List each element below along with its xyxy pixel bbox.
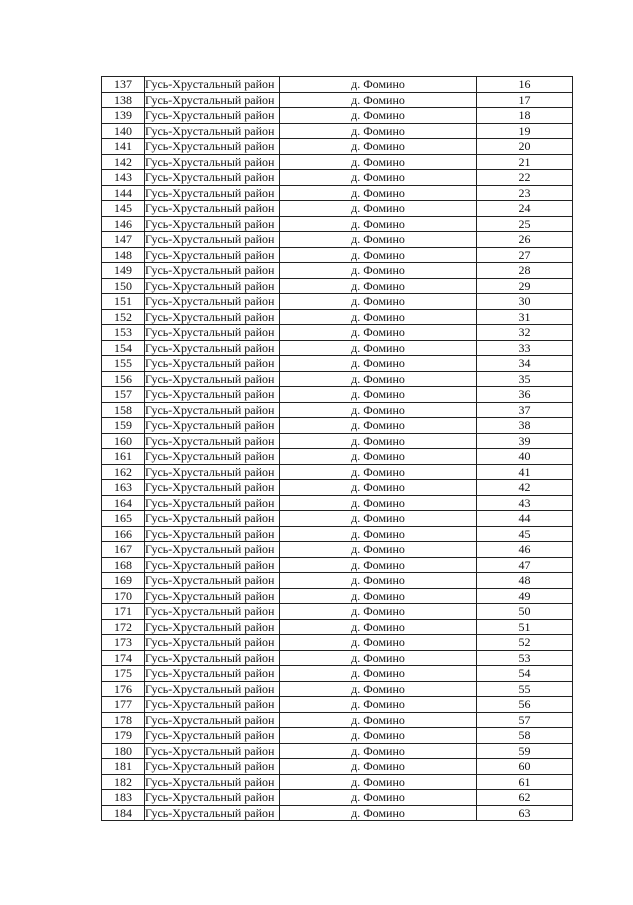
village-cell: д. Фомино bbox=[280, 573, 477, 589]
house-number-cell: 17 bbox=[477, 92, 573, 108]
village-cell: д. Фомино bbox=[280, 805, 477, 821]
row-number-cell: 148 bbox=[102, 247, 145, 263]
house-number-cell: 53 bbox=[477, 650, 573, 666]
district-cell: Гусь-Хрустальный район bbox=[145, 480, 280, 496]
house-number-cell: 57 bbox=[477, 712, 573, 728]
village-cell: д. Фомино bbox=[280, 309, 477, 325]
district-cell: Гусь-Хрустальный район bbox=[145, 604, 280, 620]
row-number-cell: 171 bbox=[102, 604, 145, 620]
house-number-cell: 37 bbox=[477, 402, 573, 418]
row-number-cell: 167 bbox=[102, 542, 145, 558]
house-number-cell: 24 bbox=[477, 201, 573, 217]
district-cell: Гусь-Хрустальный район bbox=[145, 263, 280, 279]
table-row bbox=[102, 108, 573, 124]
row-number-cell: 143 bbox=[102, 170, 145, 186]
house-number-cell: 30 bbox=[477, 294, 573, 310]
row-number-cell: 166 bbox=[102, 526, 145, 542]
district-cell: Гусь-Хрустальный район bbox=[145, 402, 280, 418]
house-number-cell: 40 bbox=[477, 449, 573, 465]
table-row bbox=[102, 557, 573, 573]
house-number-cell: 56 bbox=[477, 697, 573, 713]
table-row bbox=[102, 588, 573, 604]
village-cell: д. Фомино bbox=[280, 263, 477, 279]
table-row bbox=[102, 743, 573, 759]
district-cell: Гусь-Хрустальный район bbox=[145, 511, 280, 527]
table-row bbox=[102, 371, 573, 387]
village-cell: д. Фомино bbox=[280, 743, 477, 759]
house-number-cell: 33 bbox=[477, 340, 573, 356]
district-cell: Гусь-Хрустальный район bbox=[145, 495, 280, 511]
village-cell: д. Фомино bbox=[280, 123, 477, 139]
table-row bbox=[102, 92, 573, 108]
district-cell: Гусь-Хрустальный район bbox=[145, 278, 280, 294]
district-cell: Гусь-Хрустальный район bbox=[145, 325, 280, 341]
row-number-cell: 180 bbox=[102, 743, 145, 759]
district-cell: Гусь-Хрустальный район bbox=[145, 619, 280, 635]
district-cell: Гусь-Хрустальный район bbox=[145, 449, 280, 465]
district-cell: Гусь-Хрустальный район bbox=[145, 201, 280, 217]
district-cell: Гусь-Хрустальный район bbox=[145, 759, 280, 775]
house-number-cell: 29 bbox=[477, 278, 573, 294]
table-row bbox=[102, 449, 573, 465]
table-row bbox=[102, 418, 573, 434]
village-cell: д. Фомино bbox=[280, 92, 477, 108]
table-row bbox=[102, 495, 573, 511]
row-number-cell: 158 bbox=[102, 402, 145, 418]
house-number-cell: 44 bbox=[477, 511, 573, 527]
district-cell: Гусь-Хрустальный район bbox=[145, 309, 280, 325]
house-number-cell: 31 bbox=[477, 309, 573, 325]
table-row bbox=[102, 774, 573, 790]
district-cell: Гусь-Хрустальный район bbox=[145, 92, 280, 108]
village-cell: д. Фомино bbox=[280, 557, 477, 573]
village-cell: д. Фомино bbox=[280, 449, 477, 465]
table-row bbox=[102, 759, 573, 775]
house-number-cell: 50 bbox=[477, 604, 573, 620]
row-number-cell: 168 bbox=[102, 557, 145, 573]
row-number-cell: 154 bbox=[102, 340, 145, 356]
house-number-cell: 52 bbox=[477, 635, 573, 651]
district-cell: Гусь-Хрустальный район bbox=[145, 232, 280, 248]
row-number-cell: 163 bbox=[102, 480, 145, 496]
table-row bbox=[102, 278, 573, 294]
village-cell: д. Фомино bbox=[280, 495, 477, 511]
district-cell: Гусь-Хрустальный район bbox=[145, 573, 280, 589]
table-row bbox=[102, 433, 573, 449]
district-cell: Гусь-Хрустальный район bbox=[145, 557, 280, 573]
district-cell: Гусь-Хрустальный район bbox=[145, 774, 280, 790]
village-cell: д. Фомино bbox=[280, 356, 477, 372]
row-number-cell: 157 bbox=[102, 387, 145, 403]
row-number-cell: 140 bbox=[102, 123, 145, 139]
table-row bbox=[102, 650, 573, 666]
house-number-cell: 39 bbox=[477, 433, 573, 449]
village-cell: д. Фомино bbox=[280, 278, 477, 294]
table-row bbox=[102, 356, 573, 372]
row-number-cell: 156 bbox=[102, 371, 145, 387]
village-cell: д. Фомино bbox=[280, 526, 477, 542]
village-cell: д. Фомино bbox=[280, 387, 477, 403]
table-row bbox=[102, 170, 573, 186]
district-cell: Гусь-Хрустальный район bbox=[145, 77, 280, 93]
district-cell: Гусь-Хрустальный район bbox=[145, 588, 280, 604]
village-cell: д. Фомино bbox=[280, 681, 477, 697]
table-row bbox=[102, 712, 573, 728]
row-number-cell: 181 bbox=[102, 759, 145, 775]
village-cell: д. Фомино bbox=[280, 371, 477, 387]
row-number-cell: 152 bbox=[102, 309, 145, 325]
village-cell: д. Фомино bbox=[280, 433, 477, 449]
table-row bbox=[102, 511, 573, 527]
district-cell: Гусь-Хрустальный район bbox=[145, 681, 280, 697]
village-cell: д. Фомино bbox=[280, 728, 477, 744]
table-row bbox=[102, 139, 573, 155]
table-row bbox=[102, 294, 573, 310]
row-number-cell: 178 bbox=[102, 712, 145, 728]
house-number-cell: 49 bbox=[477, 588, 573, 604]
district-cell: Гусь-Хрустальный район bbox=[145, 340, 280, 356]
village-cell: д. Фомино bbox=[280, 712, 477, 728]
district-cell: Гусь-Хрустальный район bbox=[145, 154, 280, 170]
table-row bbox=[102, 604, 573, 620]
row-number-cell: 138 bbox=[102, 92, 145, 108]
row-number-cell: 174 bbox=[102, 650, 145, 666]
house-number-cell: 20 bbox=[477, 139, 573, 155]
table-row bbox=[102, 542, 573, 558]
house-number-cell: 61 bbox=[477, 774, 573, 790]
house-number-cell: 55 bbox=[477, 681, 573, 697]
village-cell: д. Фомино bbox=[280, 185, 477, 201]
district-cell: Гусь-Хрустальный район bbox=[145, 542, 280, 558]
row-number-cell: 175 bbox=[102, 666, 145, 682]
table-row bbox=[102, 387, 573, 403]
row-number-cell: 173 bbox=[102, 635, 145, 651]
row-number-cell: 160 bbox=[102, 433, 145, 449]
house-number-cell: 32 bbox=[477, 325, 573, 341]
house-number-cell: 22 bbox=[477, 170, 573, 186]
district-cell: Гусь-Хрустальный район bbox=[145, 666, 280, 682]
table-row bbox=[102, 666, 573, 682]
row-number-cell: 144 bbox=[102, 185, 145, 201]
table-row bbox=[102, 185, 573, 201]
table-row bbox=[102, 232, 573, 248]
table-row bbox=[102, 77, 573, 93]
row-number-cell: 151 bbox=[102, 294, 145, 310]
table-row bbox=[102, 697, 573, 713]
row-number-cell: 182 bbox=[102, 774, 145, 790]
table-row bbox=[102, 340, 573, 356]
row-number-cell: 161 bbox=[102, 449, 145, 465]
house-number-cell: 46 bbox=[477, 542, 573, 558]
district-cell: Гусь-Хрустальный район bbox=[145, 123, 280, 139]
house-number-cell: 19 bbox=[477, 123, 573, 139]
district-cell: Гусь-Хрустальный район bbox=[145, 216, 280, 232]
row-number-cell: 165 bbox=[102, 511, 145, 527]
village-cell: д. Фомино bbox=[280, 418, 477, 434]
district-cell: Гусь-Хрустальный район bbox=[145, 108, 280, 124]
house-number-cell: 36 bbox=[477, 387, 573, 403]
house-number-cell: 47 bbox=[477, 557, 573, 573]
district-cell: Гусь-Хрустальный район bbox=[145, 433, 280, 449]
table-row bbox=[102, 573, 573, 589]
village-cell: д. Фомино bbox=[280, 139, 477, 155]
village-cell: д. Фомино bbox=[280, 154, 477, 170]
row-number-cell: 155 bbox=[102, 356, 145, 372]
district-cell: Гусь-Хрустальный район bbox=[145, 185, 280, 201]
village-cell: д. Фомино bbox=[280, 542, 477, 558]
address-table bbox=[101, 76, 573, 821]
district-cell: Гусь-Хрустальный район bbox=[145, 371, 280, 387]
house-number-cell: 26 bbox=[477, 232, 573, 248]
district-cell: Гусь-Хрустальный район bbox=[145, 170, 280, 186]
house-number-cell: 59 bbox=[477, 743, 573, 759]
table-row bbox=[102, 263, 573, 279]
table-row bbox=[102, 526, 573, 542]
row-number-cell: 147 bbox=[102, 232, 145, 248]
house-number-cell: 16 bbox=[477, 77, 573, 93]
row-number-cell: 159 bbox=[102, 418, 145, 434]
village-cell: д. Фомино bbox=[280, 511, 477, 527]
district-cell: Гусь-Хрустальный район bbox=[145, 139, 280, 155]
village-cell: д. Фомино bbox=[280, 697, 477, 713]
row-number-cell: 139 bbox=[102, 108, 145, 124]
house-number-cell: 41 bbox=[477, 464, 573, 480]
house-number-cell: 21 bbox=[477, 154, 573, 170]
district-cell: Гусь-Хрустальный район bbox=[145, 635, 280, 651]
row-number-cell: 172 bbox=[102, 619, 145, 635]
row-number-cell: 146 bbox=[102, 216, 145, 232]
village-cell: д. Фомино bbox=[280, 774, 477, 790]
table-row bbox=[102, 681, 573, 697]
house-number-cell: 51 bbox=[477, 619, 573, 635]
row-number-cell: 184 bbox=[102, 805, 145, 821]
house-number-cell: 28 bbox=[477, 263, 573, 279]
table-row bbox=[102, 309, 573, 325]
row-number-cell: 164 bbox=[102, 495, 145, 511]
village-cell: д. Фомино bbox=[280, 325, 477, 341]
row-number-cell: 162 bbox=[102, 464, 145, 480]
district-cell: Гусь-Хрустальный район bbox=[145, 294, 280, 310]
table-row bbox=[102, 216, 573, 232]
row-number-cell: 153 bbox=[102, 325, 145, 341]
house-number-cell: 45 bbox=[477, 526, 573, 542]
district-cell: Гусь-Хрустальный район bbox=[145, 650, 280, 666]
table-row bbox=[102, 154, 573, 170]
district-cell: Гусь-Хрустальный район bbox=[145, 247, 280, 263]
table-row bbox=[102, 619, 573, 635]
table-row bbox=[102, 325, 573, 341]
village-cell: д. Фомино bbox=[280, 402, 477, 418]
row-number-cell: 150 bbox=[102, 278, 145, 294]
village-cell: д. Фомино bbox=[280, 294, 477, 310]
table-row bbox=[102, 790, 573, 806]
district-cell: Гусь-Хрустальный район bbox=[145, 464, 280, 480]
house-number-cell: 58 bbox=[477, 728, 573, 744]
village-cell: д. Фомино bbox=[280, 232, 477, 248]
village-cell: д. Фомино bbox=[280, 77, 477, 93]
table-row bbox=[102, 728, 573, 744]
house-number-cell: 23 bbox=[477, 185, 573, 201]
village-cell: д. Фомино bbox=[280, 790, 477, 806]
village-cell: д. Фомино bbox=[280, 666, 477, 682]
district-cell: Гусь-Хрустальный район bbox=[145, 743, 280, 759]
house-number-cell: 38 bbox=[477, 418, 573, 434]
district-cell: Гусь-Хрустальный район bbox=[145, 712, 280, 728]
village-cell: д. Фомино bbox=[280, 650, 477, 666]
house-number-cell: 62 bbox=[477, 790, 573, 806]
row-number-cell: 183 bbox=[102, 790, 145, 806]
district-cell: Гусь-Хрустальный район bbox=[145, 805, 280, 821]
table-row bbox=[102, 123, 573, 139]
district-cell: Гусь-Хрустальный район bbox=[145, 790, 280, 806]
village-cell: д. Фомино bbox=[280, 759, 477, 775]
village-cell: д. Фомино bbox=[280, 216, 477, 232]
table-row bbox=[102, 635, 573, 651]
district-cell: Гусь-Хрустальный район bbox=[145, 418, 280, 434]
house-number-cell: 63 bbox=[477, 805, 573, 821]
village-cell: д. Фомино bbox=[280, 588, 477, 604]
village-cell: д. Фомино bbox=[280, 340, 477, 356]
row-number-cell: 179 bbox=[102, 728, 145, 744]
village-cell: д. Фомино bbox=[280, 108, 477, 124]
table-row bbox=[102, 805, 573, 821]
district-cell: Гусь-Хрустальный район bbox=[145, 728, 280, 744]
table-row bbox=[102, 464, 573, 480]
village-cell: д. Фомино bbox=[280, 619, 477, 635]
district-cell: Гусь-Хрустальный район bbox=[145, 526, 280, 542]
house-number-cell: 34 bbox=[477, 356, 573, 372]
village-cell: д. Фомино bbox=[280, 464, 477, 480]
row-number-cell: 177 bbox=[102, 697, 145, 713]
village-cell: д. Фомино bbox=[280, 247, 477, 263]
row-number-cell: 141 bbox=[102, 139, 145, 155]
house-number-cell: 25 bbox=[477, 216, 573, 232]
house-number-cell: 27 bbox=[477, 247, 573, 263]
house-number-cell: 54 bbox=[477, 666, 573, 682]
village-cell: д. Фомино bbox=[280, 635, 477, 651]
village-cell: д. Фомино bbox=[280, 604, 477, 620]
row-number-cell: 145 bbox=[102, 201, 145, 217]
village-cell: д. Фомино bbox=[280, 480, 477, 496]
table-row bbox=[102, 480, 573, 496]
district-cell: Гусь-Хрустальный район bbox=[145, 387, 280, 403]
house-number-cell: 35 bbox=[477, 371, 573, 387]
table-row bbox=[102, 247, 573, 263]
table-row bbox=[102, 201, 573, 217]
row-number-cell: 176 bbox=[102, 681, 145, 697]
address-table-body bbox=[102, 77, 573, 821]
village-cell: д. Фомино bbox=[280, 170, 477, 186]
house-number-cell: 42 bbox=[477, 480, 573, 496]
house-number-cell: 43 bbox=[477, 495, 573, 511]
house-number-cell: 60 bbox=[477, 759, 573, 775]
row-number-cell: 170 bbox=[102, 588, 145, 604]
house-number-cell: 18 bbox=[477, 108, 573, 124]
row-number-cell: 137 bbox=[102, 77, 145, 93]
district-cell: Гусь-Хрустальный район bbox=[145, 356, 280, 372]
row-number-cell: 149 bbox=[102, 263, 145, 279]
row-number-cell: 142 bbox=[102, 154, 145, 170]
table-row bbox=[102, 402, 573, 418]
house-number-cell: 48 bbox=[477, 573, 573, 589]
village-cell: д. Фомино bbox=[280, 201, 477, 217]
district-cell: Гусь-Хрустальный район bbox=[145, 697, 280, 713]
row-number-cell: 169 bbox=[102, 573, 145, 589]
